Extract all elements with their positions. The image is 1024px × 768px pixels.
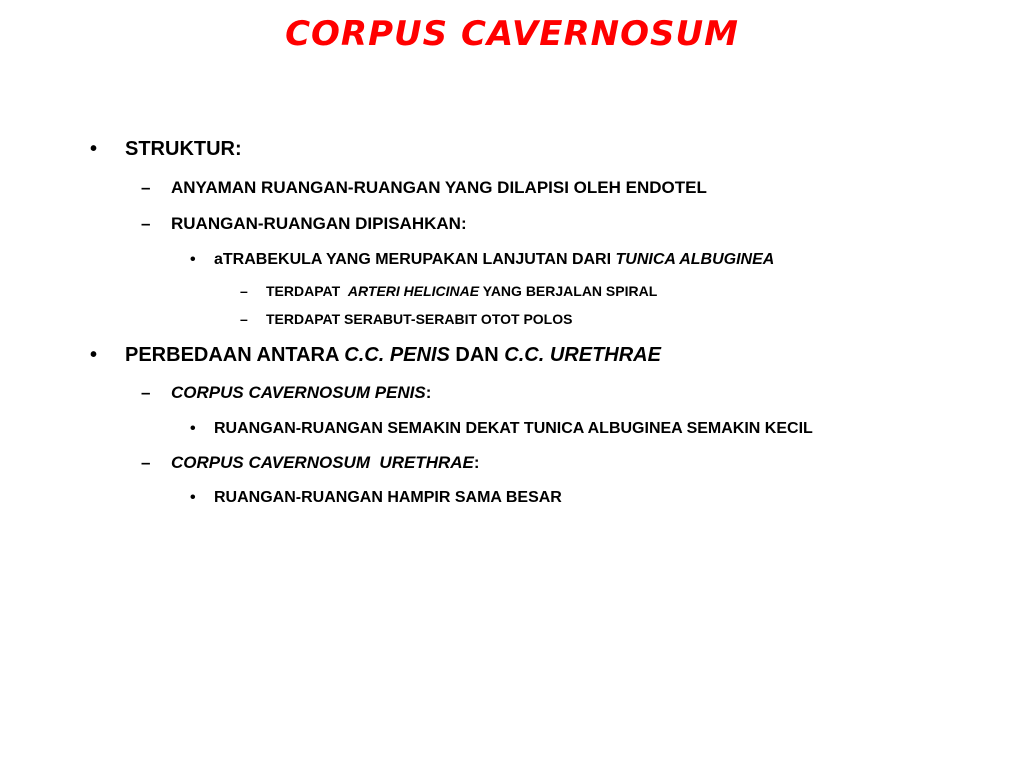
bullet-perbedaan [90,344,661,367]
dash-marker: – [141,383,151,402]
level4-bullet-arteri [240,283,658,299]
bullet-text: : [473,453,480,472]
sub-sub-bullet-sama-besar [190,489,562,507]
slide-title: CORPUS CAVERNOSUM [285,14,739,54]
sub-bullet-cc-penis [141,383,432,403]
bullet-text: ANYAMAN RUANGAN-RUANGAN YANG DILAPISI OLEH ENDOTEL [171,178,707,197]
bullet-text-italic: C.C. URETHRAE [504,344,661,366]
bullet-marker: • [90,344,98,366]
sub-sub-bullet-semakin-kecil [190,420,813,438]
bullet-marker: • [190,420,196,437]
bullet-text: RUANGAN-RUANGAN DIPISAHKAN: [171,214,467,233]
bullet-text-italic: CORPUS CAVERNOSUM URETHRAE [171,453,474,472]
bullet-text-italic: ARTERI HELICINAE [347,283,480,299]
dash-marker: – [240,283,248,299]
bullet-marker: • [190,251,196,268]
bullet-text: : [425,383,432,402]
bullet-text-italic: TUNICA ALBUGINEA [615,251,775,268]
bullet-text: DAN [449,344,505,366]
bullet-text: aTRABEKULA YANG MERUPAKAN LANJUTAN DARI [214,251,616,268]
bullet-marker: • [190,489,196,506]
bullet-text: TERDAPAT SERABUT-SERABIT OTOT POLOS [266,311,573,327]
bullet-text: PERBEDAAN ANTARA [125,344,345,366]
sub-bullet-cc-urethrae [141,453,480,473]
bullet-text: TERDAPAT [266,283,348,299]
bullet-text-italic: CORPUS CAVERNOSUM PENIS [171,383,426,402]
bullet-text: STRUKTUR: [125,138,242,160]
bullet-marker: • [90,138,98,160]
bullet-text: RUANGAN-RUANGAN SEMAKIN DEKAT TUNICA ALBUGINEA SEMAKIN KECIL [214,420,813,437]
sub-bullet-dipisahkan [141,214,467,234]
bullet-text: RUANGAN-RUANGAN HAMPIR SAMA BESAR [214,489,562,506]
level4-bullet-serabut [240,311,573,327]
dash-marker: – [141,453,151,472]
dash-marker: – [141,214,151,233]
bullet-struktur [90,138,242,161]
dash-marker: – [141,178,151,197]
bullet-text: YANG BERJALAN SPIRAL [479,283,658,299]
dash-marker: – [240,311,248,327]
sub-bullet-anyaman [141,178,707,198]
sub-sub-bullet-trabekula [190,251,775,269]
bullet-text-italic: C.C. PENIS [344,344,450,366]
